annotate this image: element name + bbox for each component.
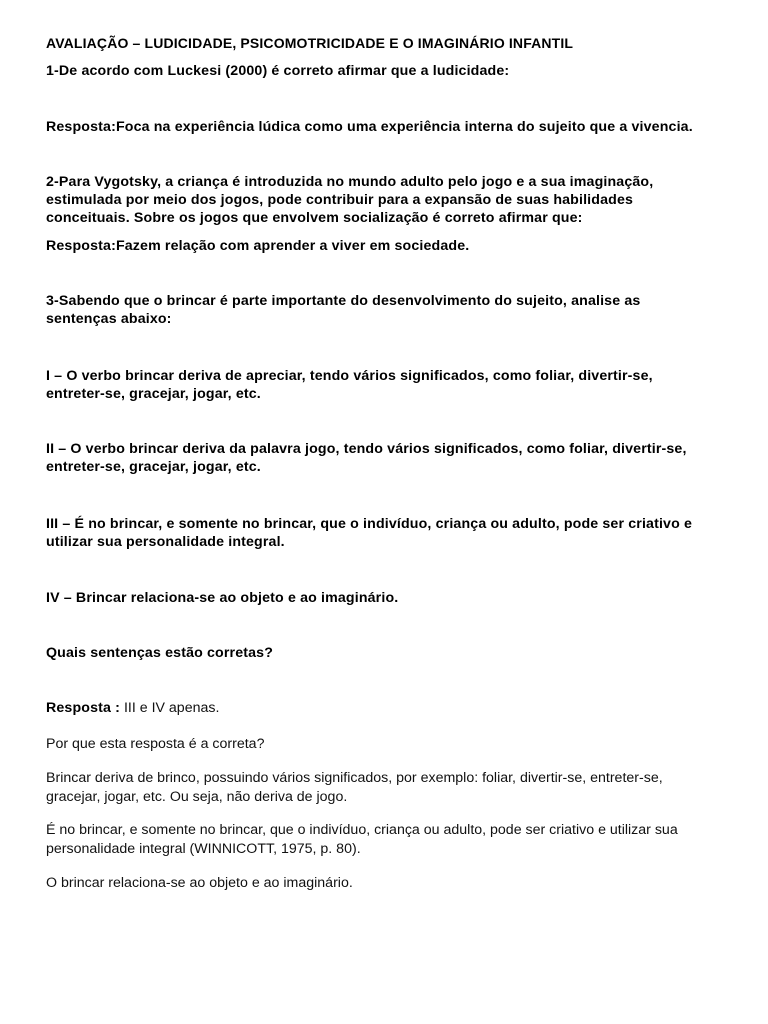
question-2-line-3: conceituais. Sobre os jogos que envolvem socialização é correto afirmar que: [46, 210, 583, 226]
statement-2-line-1: II – O verbo brincar deriva da palavra jogo, tendo vários significados, como foliar, divertir-se, [46, 441, 687, 457]
explanation-1-line-1: Brincar deriva de brinco, possuindo vários significados, por exemplo: foliar, divertir-se, entreter-se, [46, 770, 663, 786]
statement-3-line-2: utilizar sua personalidade integral. [46, 534, 285, 550]
explanation-2-line-1: É no brincar, e somente no brincar, que o indivíduo, criança ou adulto, pode ser criativo e utilizar sua [46, 822, 678, 838]
why-question: Por que esta resposta é a correta? [46, 736, 265, 752]
statement-4: IV – Brincar relaciona-se ao objeto e ao imaginário. [46, 590, 399, 606]
question-1: 1-De acordo com Luckesi (2000) é correto afirmar que a ludicidade: [46, 63, 510, 79]
statement-3-line-1: III – É no brincar, e somente no brincar, que o indivíduo, criança ou adulto, pode ser criativo e [46, 516, 693, 532]
answer-3-label: Resposta : [46, 700, 121, 716]
explanation-1-line-2: gracejar, jogar, etc. Ou seja, não deriva de jogo. [46, 789, 348, 805]
document-title: AVALIAÇÃO – LUDICIDADE, PSICOMOTRICIDADE E O IMAGINÁRIO INFANTIL [46, 35, 574, 51]
answer-3-value: III e IV apenas. [120, 700, 220, 716]
explanation-2-line-2: personalidade integral (WINNICOTT, 1975, p. 80). [46, 841, 361, 857]
question-3-line-1: 3-Sabendo que o brincar é parte importante do desenvolvimento do sujeito, analise as [46, 293, 641, 309]
answer-2: Resposta:Fazem relação com aprender a viver em sociedade. [46, 238, 470, 254]
answer-1: Resposta:Foca na experiência lúdica como uma experiência interna do sujeito que a vivencia. [46, 119, 693, 135]
question-3-line-2: sentenças abaixo: [46, 311, 172, 327]
question-3-prompt: Quais sentenças estão corretas? [46, 645, 274, 661]
explanation-3: O brincar relaciona-se ao objeto e ao imaginário. [46, 875, 353, 891]
answer-3 [46, 699, 746, 717]
question-2-line-1: 2-Para Vygotsky, a criança é introduzida no mundo adulto pelo jogo e a sua imaginação, [46, 174, 654, 190]
question-2-line-2: estimulada por meio dos jogos, pode contribuir para a expansão de suas habilidades [46, 192, 634, 208]
statement-2-line-2: entreter-se, gracejar, jogar, etc. [46, 459, 261, 475]
statement-1-line-2: entreter-se, gracejar, jogar, etc. [46, 386, 261, 402]
statement-1-line-1: I – O verbo brincar deriva de apreciar, tendo vários significados, como foliar, divertir-se, [46, 368, 653, 384]
